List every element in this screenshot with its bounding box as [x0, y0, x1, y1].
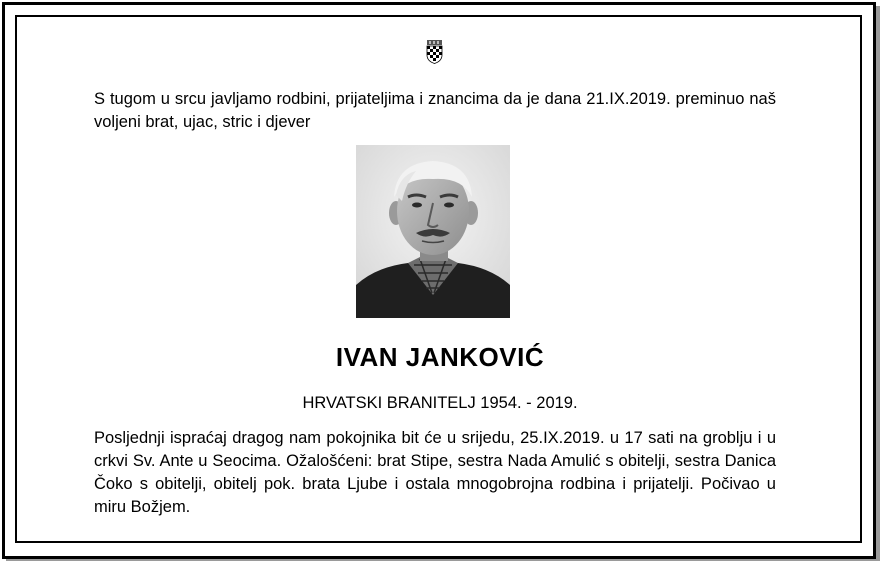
details-paragraph: Posljednji ispraćaj dragog nam pokojnika bit će u srijedu, 25.IX.2019. u 17 sati na groblju i u crkvi Sv. Ante u Seocima. Ožalošćeni: brat Stipe, sestra Nada Amulić s obitelji, sestra Danica Čoko s obitelji, obitelj pok. brata Ljube i ostala mnogobrojna rodbina i prijatelji. Počivao u miru Božjem. — [94, 429, 776, 516]
portrait-photo — [356, 145, 510, 318]
deceased-name: IVAN JANKOVIĆ — [335, 342, 545, 372]
subtitle: HRVATSKI BRANITELJ 1954. - 2019. — [302, 394, 578, 412]
intro-paragraph: S tugom u srcu javljamo rodbini, prijateljima i znancima da je dana 21.IX.2019. preminuo naš voljeni brat, ujac, stric i djever — [94, 90, 776, 131]
croatian-coat-of-arms-icon — [426, 40, 443, 64]
